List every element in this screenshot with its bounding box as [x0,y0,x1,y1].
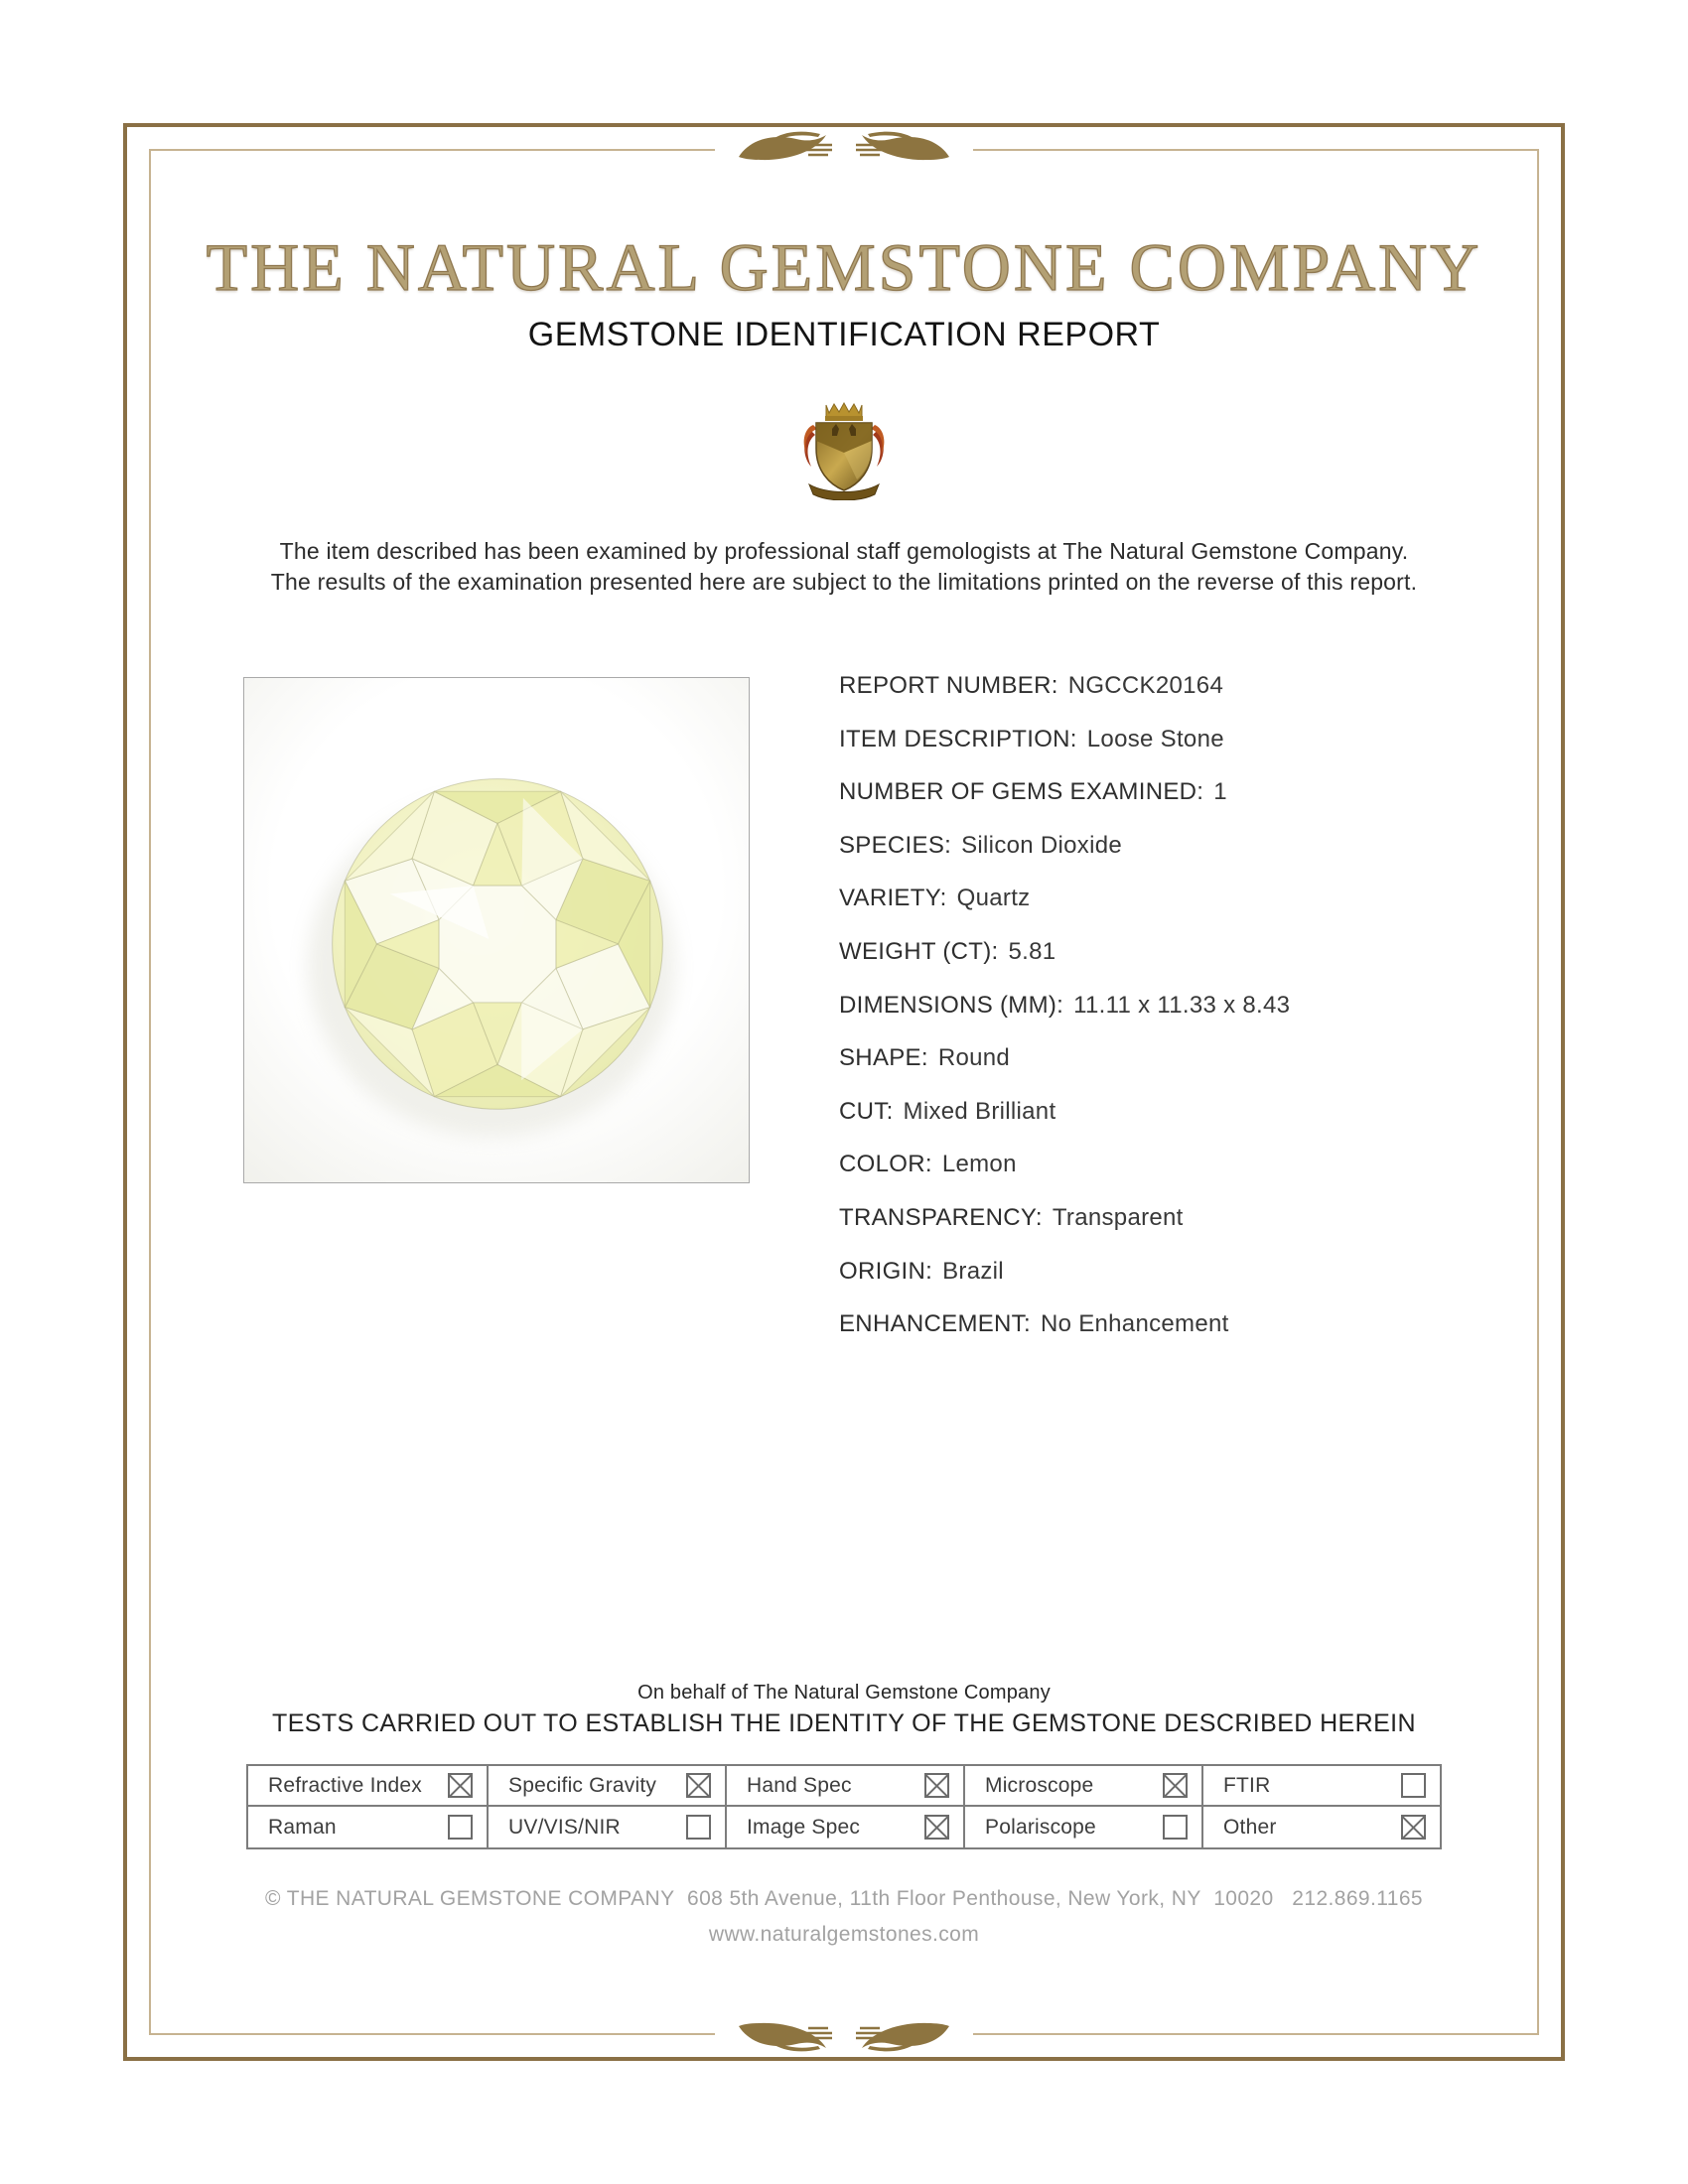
test-label: Hand Spec [747,1773,852,1797]
test-cell-ftir [1201,1766,1440,1807]
checkbox-other [1401,1815,1426,1840]
field-label: REPORT NUMBER: [839,672,1058,699]
checkbox-image-spec [924,1815,949,1840]
field-label: ITEM DESCRIPTION: [839,725,1077,752]
tests-table [246,1764,1442,1849]
intro-line-1: The item described has been examined by professional staff gemologists at The Natural Gemstone Company. [279,538,1409,564]
field-value: Silicon Dioxide [961,831,1123,859]
company-crest-icon [799,401,889,500]
checkbox-hand-spec [924,1773,949,1798]
test-label: Other [1223,1815,1277,1839]
test-cell-raman [248,1807,487,1847]
field-label: DIMENSIONS (MM): [839,991,1064,1019]
test-label: UV/VIS/NIR [508,1815,621,1839]
report-title: GEMSTONE IDENTIFICATION REPORT [527,316,1161,353]
tests-heading: TESTS CARRIED OUT TO ESTABLISH THE IDENTITY OF THE GEMSTONE DESCRIBED HEREIN [272,1709,1416,1737]
test-cell-microscope [963,1766,1201,1807]
company-name-title: THE NATURAL GEMSTONE COMPANY [206,229,1482,305]
color-row [839,1138,1475,1191]
checkbox-polariscope [1163,1815,1188,1840]
cut-row [839,1085,1475,1139]
test-cell-hand-spec [725,1766,963,1807]
field-value: 5.81 [1008,937,1056,965]
test-label: FTIR [1223,1773,1271,1797]
test-cell-other [1201,1807,1440,1847]
field-label: SPECIES: [839,831,952,859]
enhancement-row [839,1297,1475,1351]
field-label: SHAPE: [839,1044,928,1072]
test-label: Polariscope [985,1815,1096,1839]
field-label: NUMBER OF GEMS EXAMINED: [839,778,1204,806]
gemstone-photo [243,677,750,1183]
intro-line-2: The results of the examination presented here are subject to the limitations printed on the reverse of this report. [270,569,1418,595]
intro-paragraph [179,536,1509,598]
bottom-flourish-ornament-icon [715,2016,973,2054]
on-behalf-line: On behalf of The Natural Gemstone Company [637,1682,1051,1704]
flourish-icon [735,2016,953,2054]
species-row [839,819,1475,873]
field-value: Transparent [1052,1203,1184,1231]
field-value: Lemon [941,1151,1017,1178]
field-label: WEIGHT (CT): [839,937,999,965]
field-value: Brazil [942,1257,1004,1285]
test-cell-uv-vis-nir [487,1807,725,1847]
test-cell-polariscope [963,1807,1201,1847]
shape-row [839,1031,1475,1085]
checkbox-uv-vis-nir [686,1815,711,1840]
field-value: Mixed Brilliant [903,1097,1056,1125]
test-cell-image-spec [725,1807,963,1847]
field-label: TRANSPARENCY: [839,1203,1043,1231]
field-value: Loose Stone [1086,725,1224,752]
field-label: COLOR: [839,1151,932,1178]
crest-svg-icon [799,401,889,500]
dimensions-row [839,979,1475,1032]
origin-row [839,1245,1475,1298]
field-value: 11.11 x 11.33 x 8.43 [1073,991,1291,1019]
footer-website: www.naturalgemstones.com [708,1923,980,1946]
test-cell-specific-gravity [487,1766,725,1807]
test-label: Refractive Index [268,1773,422,1797]
gemstone-image [244,678,749,1182]
report-number-row [839,659,1475,713]
test-label: Microscope [985,1773,1094,1797]
top-flourish-ornament-icon [715,129,973,167]
field-label: CUT: [839,1097,894,1125]
field-value: Quartz [956,885,1031,912]
test-cell-refractive-index [248,1766,487,1807]
field-label: ENHANCEMENT: [839,1310,1031,1338]
checkbox-microscope [1163,1773,1188,1798]
test-label: Raman [268,1815,337,1839]
weight-row [839,925,1475,979]
gems-examined-row [839,765,1475,819]
item-description-row [839,713,1475,766]
field-value: No Enhancement [1040,1310,1229,1338]
checkbox-ftir [1401,1773,1426,1798]
flourish-icon [735,129,953,167]
checkbox-raman [448,1815,473,1840]
checkbox-specific-gravity [686,1773,711,1798]
footer-address: © THE NATURAL GEMSTONE COMPANY 608 5th Avenue, 11th Floor Penthouse, New York, NY 10020 212.869.1165 [265,1887,1423,1910]
field-label: VARIETY: [839,885,947,912]
test-label: Specific Gravity [508,1773,657,1797]
field-value: NGCCK20164 [1067,672,1224,699]
variety-row [839,872,1475,925]
field-value: Round [937,1044,1011,1072]
checkbox-refractive-index [448,1773,473,1798]
field-value: 1 [1213,778,1227,806]
report-details-list [839,659,1475,1351]
field-label: ORIGIN: [839,1257,933,1285]
test-label: Image Spec [747,1815,861,1839]
transparency-row [839,1191,1475,1245]
